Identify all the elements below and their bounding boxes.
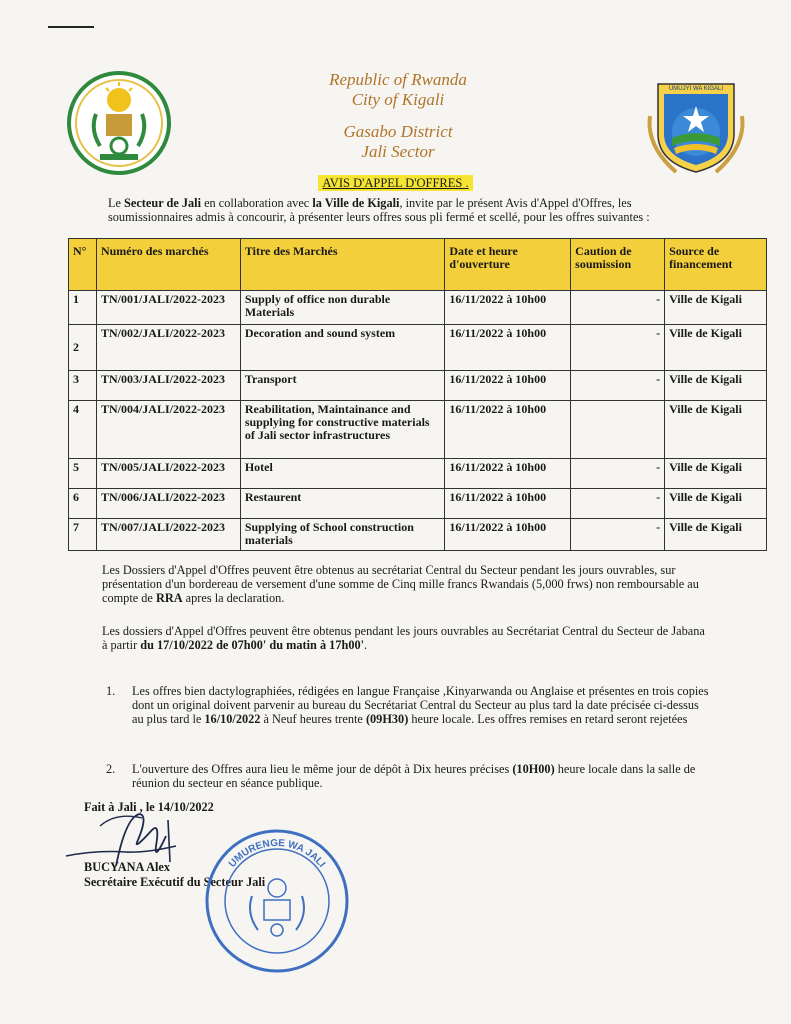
header-titre: Titre des Marchés xyxy=(240,239,445,291)
city-of-kigali-emblem-icon xyxy=(646,76,746,176)
cell-titre: Transport xyxy=(240,371,445,401)
cell-source: Ville de Kigali xyxy=(665,489,767,519)
rwanda-coat-of-arms-icon xyxy=(66,70,172,176)
intro-text: , invite par le présent Avis d'Appel d'Offres, les soumissionnaires admis à concourir, à présenter leurs offres sous pli fermé et scellé, pour les offres suivantes : xyxy=(108,196,650,224)
cell-no: 2 xyxy=(69,325,97,371)
list-item xyxy=(106,684,712,726)
intro-bold-city: la Ville de Kigali xyxy=(312,196,400,210)
cell-no: 7 xyxy=(69,519,97,551)
list-text: L'ouverture des Offres aura lieu le même jour de dépôt à Dix heures précises xyxy=(132,762,513,776)
cell-numero: TN/007/JALI/2022-2023 xyxy=(96,519,240,551)
cell-date: 16/11/2022 à 10h00 xyxy=(445,325,571,371)
cell-source: Ville de Kigali xyxy=(665,401,767,459)
header-numero: Numéro des marchés xyxy=(96,239,240,291)
cell-titre: Supplying of School construction materials xyxy=(240,519,445,551)
header-source: Source de financement xyxy=(665,239,767,291)
list-text: heure locale dans la salle de réunion du secteur en séance publique. xyxy=(132,762,696,790)
city-line: City of Kigali xyxy=(351,90,445,109)
cell-numero: TN/006/JALI/2022-2023 xyxy=(96,489,240,519)
cell-no: 3 xyxy=(69,371,97,401)
document-title xyxy=(0,174,791,192)
cell-titre: Hotel xyxy=(240,459,445,489)
cell-no: 1 xyxy=(69,291,97,325)
paragraph-bold: RRA xyxy=(155,591,183,605)
table-row xyxy=(69,291,767,325)
sector-line: Jali Sector xyxy=(361,142,435,161)
list-bold: 16/10/2022 xyxy=(204,712,261,726)
cell-date: 16/11/2022 à 10h00 xyxy=(445,401,571,459)
list-bold: (10H00) xyxy=(512,762,555,776)
list-item xyxy=(106,762,712,790)
cell-source: Ville de Kigali xyxy=(665,459,767,489)
cell-titre: Restaurent xyxy=(240,489,445,519)
list-number: 1. xyxy=(106,684,116,698)
tenders-table xyxy=(68,238,767,551)
cell-no: 4 xyxy=(69,401,97,459)
table-row xyxy=(69,371,767,401)
signatory-name: BUCYANA Alex xyxy=(84,860,170,874)
cell-no: 6 xyxy=(69,489,97,519)
intro-text: en collaboration avec xyxy=(201,196,313,210)
cell-titre: Supply of office non durable Materials xyxy=(240,291,445,325)
cell-numero: TN/004/JALI/2022-2023 xyxy=(96,401,240,459)
cell-caution: - xyxy=(571,489,665,519)
intro-paragraph xyxy=(108,196,708,224)
cell-titre: Decoration and sound system xyxy=(240,325,445,371)
table-row xyxy=(69,325,767,371)
header-date: Date et heure d'ouverture xyxy=(445,239,571,291)
cell-source: Ville de Kigali xyxy=(665,325,767,371)
intro-text: Le xyxy=(108,196,125,210)
cell-caution: - xyxy=(571,459,665,489)
district-line: Gasabo District xyxy=(343,122,453,141)
cell-no: 5 xyxy=(69,459,97,489)
list-bold: (09H30) xyxy=(365,712,409,726)
table-header-row xyxy=(69,239,767,291)
cell-numero: TN/003/JALI/2022-2023 xyxy=(96,371,240,401)
intro-bold-sector: Secteur de Jali xyxy=(124,196,202,210)
cell-date: 16/11/2022 à 10h00 xyxy=(445,489,571,519)
cell-source: Ville de Kigali xyxy=(665,371,767,401)
cell-date: 16/11/2022 à 10h00 xyxy=(445,291,571,325)
paragraph-text: Les dossiers d'Appel d'Offres peuvent être obtenus pendant les jours ouvrables au Secrétariat Central du Secteur de Jabana à partir xyxy=(102,624,705,652)
cell-caution: - xyxy=(571,371,665,401)
svg-text:UMUJYI WA KIGALI: UMUJYI WA KIGALI xyxy=(668,86,724,92)
list-text: heure locale. Les offres remises en retard seront rejetées xyxy=(408,712,688,726)
list-text: à Neuf heures trente xyxy=(260,712,366,726)
cell-caution: - xyxy=(571,519,665,551)
table-row xyxy=(69,401,767,459)
paragraph-text: . xyxy=(364,638,368,652)
cell-numero: TN/002/JALI/2022-2023 xyxy=(96,325,240,371)
cell-numero: TN/001/JALI/2022-2023 xyxy=(96,291,240,325)
list-text: Les offres bien dactylographiées, rédigées en langue Française ,Kinyarwanda ou Anglaise et présentes en trois copies dont un original doivent parvenir au bureau du Secrétariat Central du Secteur au plus tard la date précisée ci-dessus au plus tard le xyxy=(132,684,709,726)
cell-date: 16/11/2022 à 10h00 xyxy=(445,371,571,401)
signatory-role: Secrétaire Exécutif du Secteur Jali xyxy=(84,875,266,889)
republic-line: Republic of Rwanda xyxy=(329,70,467,89)
title-text: AVIS D'APPEL D'OFFRES . xyxy=(318,175,472,191)
table-row xyxy=(69,489,767,519)
paragraph-bold: du 17/10/2022 de 07h00' du matin à 17h00' xyxy=(140,638,365,652)
place-date: Fait à Jali , le 14/10/2022 xyxy=(84,800,214,814)
paragraph-text: apres la declaration. xyxy=(182,591,285,605)
scan-mark xyxy=(48,26,94,28)
cell-titre: Reabilitation, Maintainance and supplying for constructive materials of Jali sector infrastructures xyxy=(240,401,445,459)
cell-caution: - xyxy=(571,325,665,371)
paragraph-dossiers-dates xyxy=(102,624,712,652)
header-caution: Caution de soumission xyxy=(571,239,665,291)
table-row xyxy=(69,459,767,489)
svg-text:UMURENGE WA JALI: UMURENGE WA JALI xyxy=(226,837,328,870)
paragraph-dossiers-fee xyxy=(102,563,702,605)
cell-caution xyxy=(571,401,665,459)
paragraph-text: Les Dossiers d'Appel d'Offres peuvent être obtenus au secrétariat Central du Secteur pendant les jours ouvrables, sur présentation d'un bordereau de versement d'une somme de Cinq mille francs Rwandais (5,000 frws) non remboursable au compte de xyxy=(102,563,699,605)
cell-date: 16/11/2022 à 10h00 xyxy=(445,519,571,551)
cell-numero: TN/005/JALI/2022-2023 xyxy=(96,459,240,489)
letterhead xyxy=(250,70,546,162)
cell-caution: - xyxy=(571,291,665,325)
header-no: N° xyxy=(69,239,97,291)
cell-source: Ville de Kigali xyxy=(665,291,767,325)
cell-source: Ville de Kigali xyxy=(665,519,767,551)
official-stamp-icon xyxy=(202,826,352,976)
list-number: 2. xyxy=(106,762,116,776)
table-row xyxy=(69,519,767,551)
cell-date: 16/11/2022 à 10h00 xyxy=(445,459,571,489)
